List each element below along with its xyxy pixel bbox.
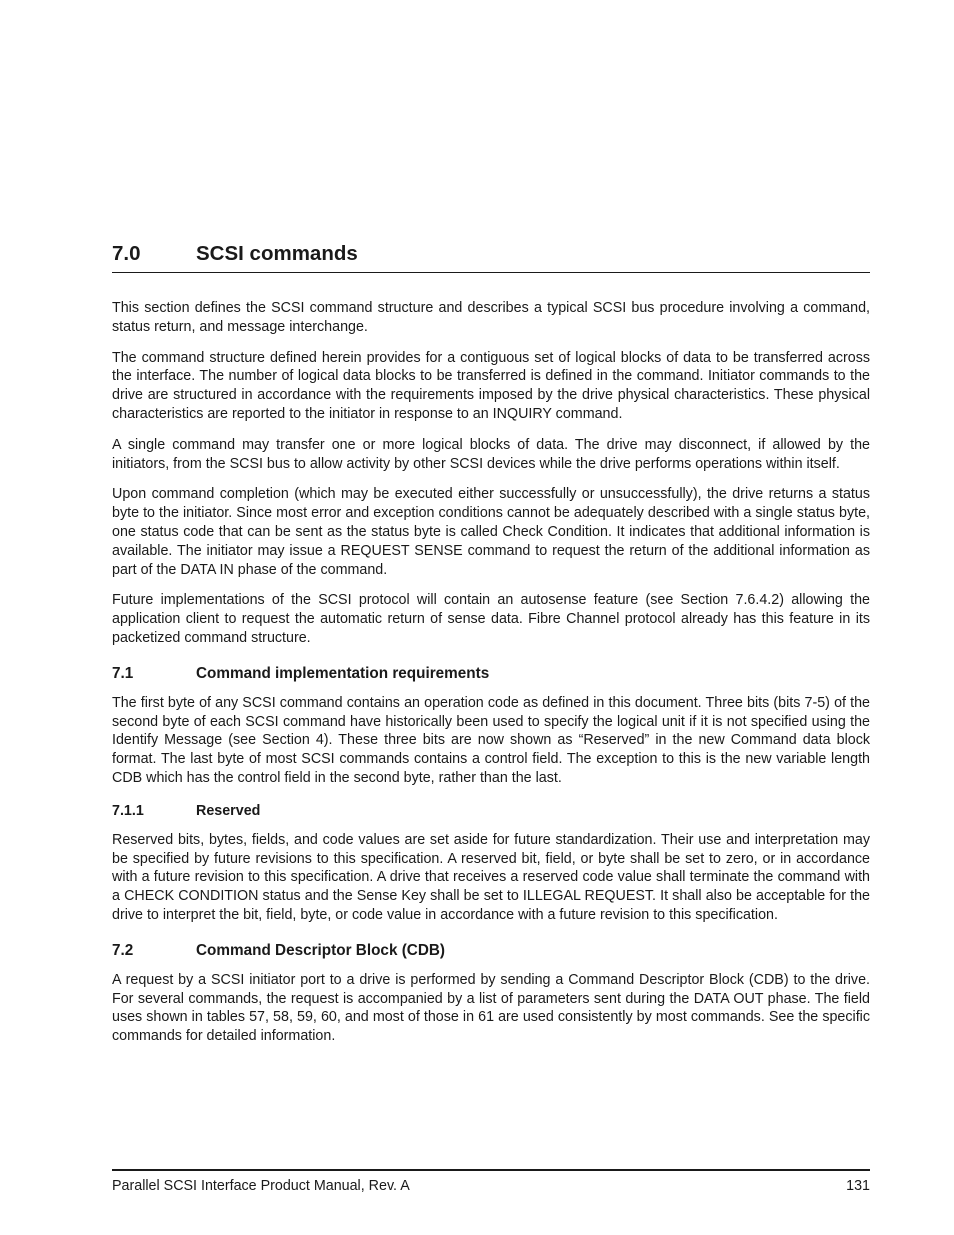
section-title: Reserved <box>196 802 261 819</box>
section-number: 7.1 <box>112 664 134 682</box>
intro-paragraph-2: The command structure defined herein provides for a contiguous set of logical blocks of data to be transferred across the interface. The number of logical data blocks to be transferred is defined in the command. Initiator commands to the drive are structured in accordance with the requirements imposed by the drive physical characteristics. These physical characteristics are reported to the initiator in response to an INQUIRY command. <box>112 349 870 422</box>
chapter-number: 7.0 <box>112 242 141 265</box>
section-number: 7.2 <box>112 941 134 959</box>
section-title: Command Descriptor Block (CDB) <box>196 941 446 959</box>
body-content <box>112 299 870 1058</box>
section-title: Command implementation requirements <box>196 664 490 682</box>
intro-paragraph-3: A single command may transfer one or more logical blocks of data. The drive may disconnect, if allowed by the initiators, from the SCSI bus to allow activity by other SCSI devices while the drive performs operations within itself. <box>112 436 870 472</box>
section-heading-7-1 <box>112 664 870 684</box>
section-7-1-paragraph: The first byte of any SCSI command contains an operation code as defined in this document. Three bits (bits 7-5) of the second byte of each SCSI command have historically been used to specify the logical unit if it is not specified using the Identify Message (see Section 4). These three bits are now shown as “Reserved” in the new Command data block format. The last byte of most SCSI commands contains a control field. The exception to this is the new variable length CDB which has the control field in the second byte, rather than the last. <box>112 694 870 786</box>
chapter-heading <box>112 242 870 273</box>
section-heading-7-2 <box>112 941 870 961</box>
page-footer <box>112 1169 870 1195</box>
footer-manual-title: Parallel SCSI Interface Product Manual, Rev. A <box>112 1178 410 1194</box>
footer-page-number: 131 <box>846 1178 870 1194</box>
section-7-2-paragraph: A request by a SCSI initiator port to a drive is performed by sending a Command Descriptor Block (CDB) to the drive. For several commands, the request is accompanied by a list of parameters sent during the DATA OUT phase. The field uses shown in tables 57, 58, 59, 60, and most of those in 61 are used consistently by most commands. See the specific commands for detailed information. <box>112 971 870 1045</box>
intro-paragraph-4: Upon command completion (which may be executed either successfully or unsuccessfully), the drive returns a status byte to the initiator. Since most error and exception conditions cannot be adequately described with a single status byte, one status code that can be sent as the status byte is called Check Condition. It indicates that additional information is available. The initiator may issue a REQUEST SENSE command to request the return of the additional information as part of the DATA IN phase of the command. <box>112 486 870 578</box>
intro-paragraph-5: Future implementations of the SCSI protocol will contain an autosense feature (see Section 7.6.4.2) allowing the application client to request the automatic return of sense data. Fibre Channel protocol already has this feature in its packetized command structure. <box>112 592 870 646</box>
section-heading-7-1-1 <box>112 802 870 820</box>
section-7-1-1-paragraph: Reserved bits, bytes, fields, and code values are set aside for future standardization. Their use and interpretation may be specified by future revisions to this specification. A reserved bit, field, or byte shall be set to zero, or in accordance with a future revision to this specification. A drive that receives a reserved code value shall terminate the command with a CHECK CONDITION status and the Sense Key shall be set to ILLEGAL REQUEST. It shall also be acceptable for the drive to interpret the bit, field, byte, or code value in accordance with a future revision to this specification. <box>112 831 870 923</box>
intro-paragraph-1: This section defines the SCSI command structure and describes a typical SCSI bus procedure involving a command, status return, and message interchange. <box>112 300 870 335</box>
chapter-title: SCSI commands <box>196 242 358 265</box>
section-number: 7.1.1 <box>112 802 144 819</box>
